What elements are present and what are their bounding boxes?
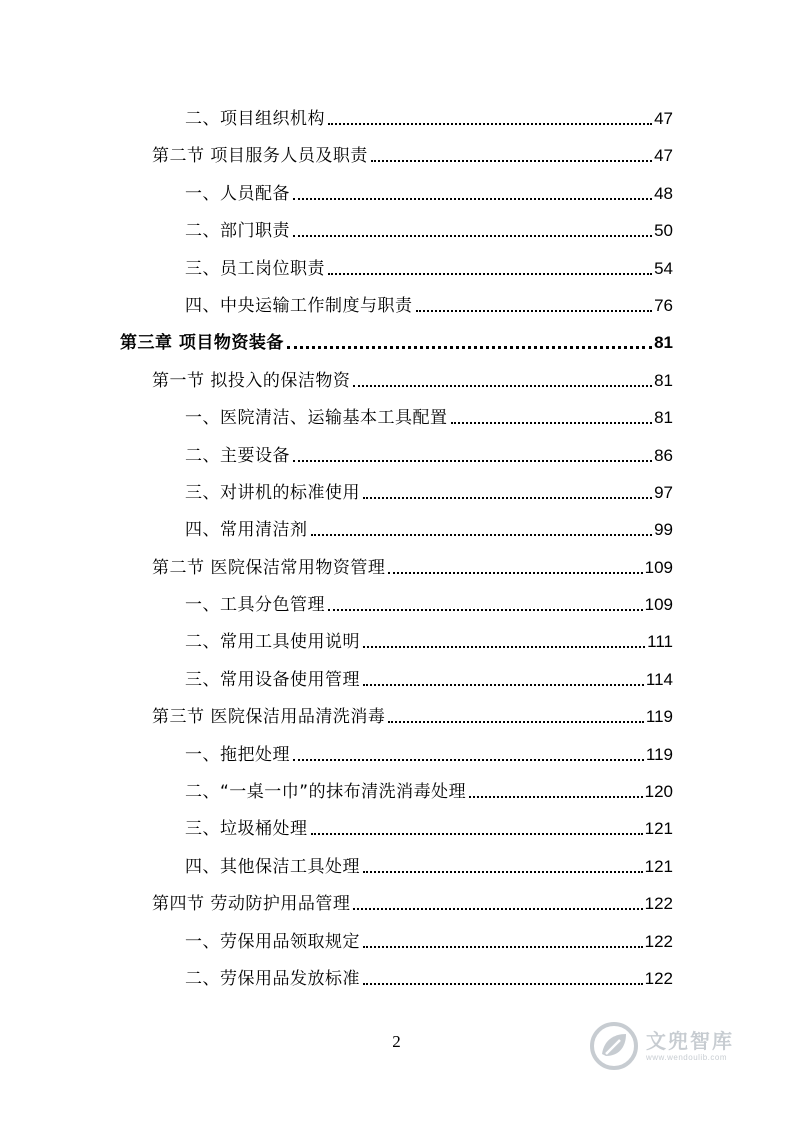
toc-page-number: 121 <box>644 819 673 839</box>
toc-entry[interactable] <box>0 623 793 660</box>
toc-page-number: 111 <box>647 632 673 652</box>
toc-page-number: 109 <box>644 557 673 577</box>
dot-leader <box>328 609 643 611</box>
dot-leader <box>293 460 652 462</box>
toc-entry-title: 三、垃圾桶处理 <box>185 819 308 840</box>
toc-page-number: 81 <box>654 408 673 428</box>
toc-entry-title: 一、劳保用品领取规定 <box>185 931 360 952</box>
toc-entry[interactable] <box>0 661 793 698</box>
watermark-title: 文兜智库 <box>646 1029 734 1053</box>
toc-page-number: 81 <box>654 370 673 390</box>
toc-entry-title: 第一节 拟投入的保洁物资 <box>152 370 351 391</box>
toc-page-number: 122 <box>644 968 673 988</box>
dot-leader <box>363 983 643 985</box>
toc-entry[interactable] <box>0 137 793 174</box>
dot-leader <box>363 646 645 648</box>
toc-page-number: 109 <box>644 595 673 615</box>
toc-entry[interactable] <box>0 736 793 773</box>
toc-page-number: 47 <box>654 146 673 166</box>
toc-entry-title: 一、拖把处理 <box>185 744 290 765</box>
toc-entry[interactable] <box>0 773 793 810</box>
toc-entry-title: 三、对讲机的标准使用 <box>185 482 360 503</box>
toc-entry[interactable] <box>0 100 793 137</box>
toc-entry-title: 第三节 医院保洁用品清洗消毒 <box>152 707 386 728</box>
dot-leader <box>353 908 642 910</box>
toc-entry[interactable] <box>0 586 793 623</box>
toc-entry-title: 第二节 医院保洁常用物资管理 <box>152 557 386 578</box>
toc-entry-title: 三、员工岗位职责 <box>185 258 325 279</box>
leaf-logo-icon <box>588 1020 640 1072</box>
page-number: 2 <box>392 1032 401 1051</box>
toc-entry-title: 一、工具分色管理 <box>185 595 325 616</box>
toc-entry[interactable] <box>0 474 793 511</box>
toc-entry[interactable] <box>0 399 793 436</box>
dot-leader <box>388 572 642 574</box>
toc-page-number: 121 <box>644 856 673 876</box>
dot-leader <box>469 796 643 798</box>
toc-entry[interactable] <box>0 324 793 361</box>
toc-entry-title: 四、常用清洁剂 <box>185 520 308 541</box>
toc-page-number: 54 <box>654 258 673 278</box>
dot-leader <box>311 833 643 835</box>
toc-entry-title: 二、“一桌一巾”的抹布清洗消毒处理 <box>185 782 467 803</box>
toc-page-number: 122 <box>644 931 673 951</box>
dot-leader <box>451 422 653 424</box>
toc-entry-title: 二、主要设备 <box>185 445 290 466</box>
toc-page-number: 48 <box>654 183 673 203</box>
toc-entry-title: 一、人员配备 <box>185 183 290 204</box>
toc-entry-title: 四、其他保洁工具处理 <box>185 856 360 877</box>
toc-entry[interactable] <box>0 698 793 735</box>
toc-page-number: 50 <box>654 221 673 241</box>
toc-page-number: 99 <box>654 520 673 540</box>
toc-page-number: 119 <box>645 707 673 727</box>
dot-leader <box>363 684 644 686</box>
toc-entry[interactable] <box>0 250 793 287</box>
toc-entry-title: 一、医院清洁、运输基本工具配置 <box>185 408 448 429</box>
toc-page-number: 47 <box>654 109 673 128</box>
toc-entry[interactable] <box>0 885 793 922</box>
toc-entry[interactable] <box>0 549 793 586</box>
dot-leader <box>353 385 652 387</box>
toc-entry[interactable] <box>0 960 793 997</box>
watermark-logo <box>588 1016 768 1076</box>
toc-entry-title: 二、项目组织机构 <box>185 109 325 129</box>
toc-entry-title: 三、常用设备使用管理 <box>185 669 360 690</box>
toc-entry-title: 第四节 劳动防护用品管理 <box>152 894 351 915</box>
toc-entry-title: 第二节 项目服务人员及职责 <box>152 146 368 167</box>
dot-leader <box>363 946 643 948</box>
dot-leader <box>293 198 652 200</box>
toc-entry-title: 二、部门职责 <box>185 221 290 242</box>
dot-leader <box>363 497 652 499</box>
dot-leader <box>293 235 652 237</box>
dot-leader <box>293 759 644 761</box>
toc-entry[interactable] <box>0 848 793 885</box>
toc-page-number: 86 <box>654 445 673 465</box>
dot-leader <box>328 273 652 275</box>
toc-entry-title: 二、劳保用品发放标准 <box>185 968 360 989</box>
toc-page-number: 120 <box>644 782 673 802</box>
toc-entry[interactable] <box>0 511 793 548</box>
toc-entry[interactable] <box>0 437 793 474</box>
toc-entry-title: 四、中央运输工作制度与职责 <box>185 295 413 316</box>
watermark-url: www.wendoulib.com <box>646 1053 727 1062</box>
dot-leader <box>371 160 652 162</box>
table-of-contents <box>0 100 793 997</box>
toc-entry[interactable] <box>0 362 793 399</box>
toc-entry-title: 第三章 项目物资装备 <box>120 333 284 354</box>
dot-leader <box>287 346 652 349</box>
toc-entry[interactable] <box>0 287 793 324</box>
toc-entry[interactable] <box>0 923 793 960</box>
dot-leader <box>416 310 653 312</box>
toc-page-number: 76 <box>654 295 673 315</box>
toc-page-number: 81 <box>654 333 673 353</box>
toc-page-number: 122 <box>644 894 673 914</box>
dot-leader <box>388 721 643 723</box>
dot-leader <box>328 123 652 125</box>
dot-leader <box>363 871 643 873</box>
toc-page-number: 114 <box>645 669 673 689</box>
dot-leader <box>311 534 653 536</box>
toc-page-number: 97 <box>654 482 673 502</box>
toc-entry[interactable] <box>0 175 793 212</box>
toc-entry-title: 二、常用工具使用说明 <box>185 632 360 653</box>
toc-page-number: 119 <box>645 744 673 764</box>
toc-entry[interactable] <box>0 810 793 847</box>
toc-entry[interactable] <box>0 212 793 249</box>
